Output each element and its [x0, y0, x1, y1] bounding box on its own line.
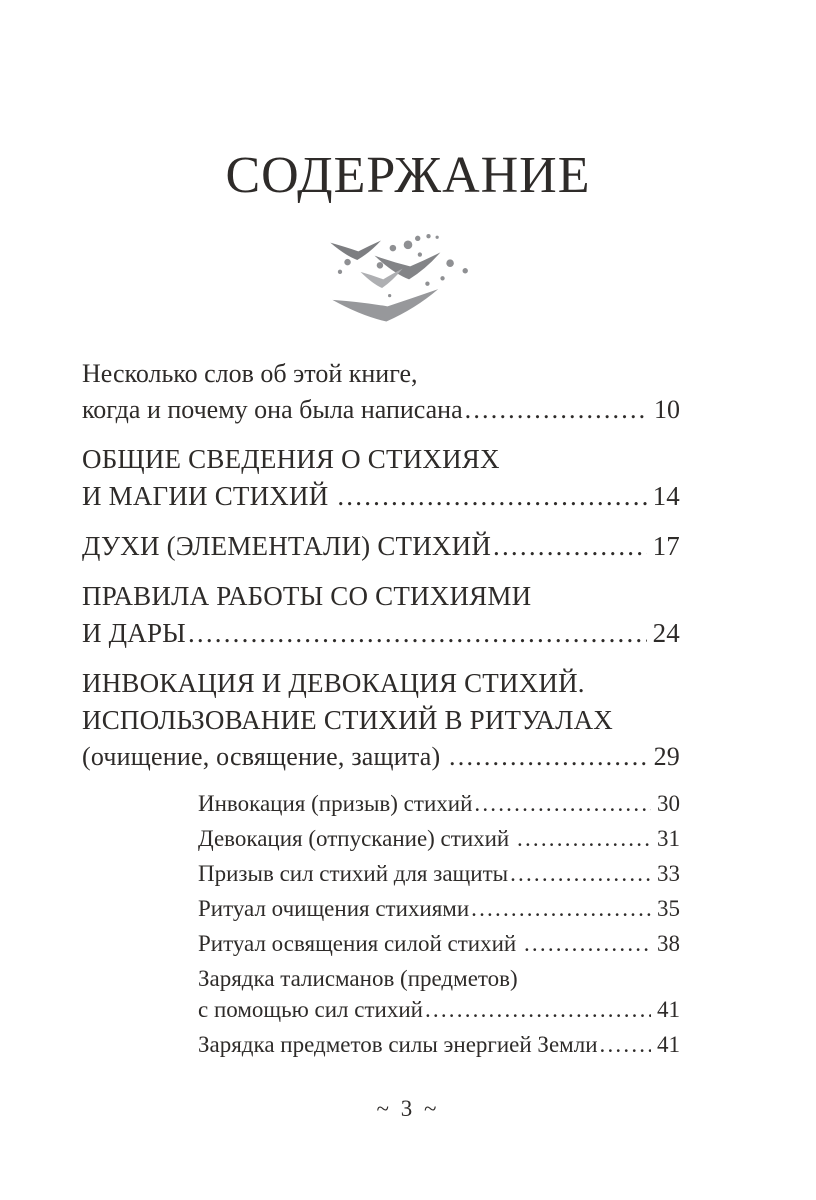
toc-page-number: 24: [652, 617, 680, 648]
dot-leader: [517, 823, 651, 854]
toc-entry-text: Девокация (отпускание) стихий: [198, 825, 515, 851]
dot-leader: [465, 392, 648, 428]
toc-entry: [82, 578, 680, 652]
dot-leader: [474, 788, 651, 819]
toc-page-number: 38: [657, 930, 680, 956]
toc-page-number: 35: [657, 895, 680, 921]
toc-entry-text: когда и почему она была написана: [82, 394, 463, 424]
toc-entry-line: Зарядка талисманов (предметов): [198, 965, 518, 991]
toc-page-number: 29: [653, 741, 680, 771]
toc-page-number: 41: [657, 1031, 680, 1057]
dot-leader: [425, 994, 651, 1025]
toc-entry-text: (очищение, освящение, защита): [82, 741, 448, 771]
toc-entry: [198, 858, 680, 889]
birds-ornament-graphic: [313, 230, 503, 332]
toc-entry: [198, 1029, 680, 1060]
toc-entry-last-line: [82, 478, 680, 515]
toc-entry-last-line: [82, 615, 680, 652]
dot-leader: [510, 858, 651, 889]
birds-ornament: [313, 230, 503, 332]
toc-entry-text: И ДАРЫ: [82, 617, 186, 648]
toc-entry-line: Несколько слов об этой книге,: [82, 358, 418, 388]
toc-entry-line: ИСПОЛЬЗОВАНИЕ СТИХИЙ В РИТУАЛАХ: [82, 704, 613, 735]
toc-entry: [198, 823, 680, 854]
dot-leader: [449, 739, 648, 775]
page-title: СОДЕРЖАНИЕ: [225, 147, 591, 204]
table-of-contents: [82, 356, 680, 1060]
toc-entry-last-line: [82, 392, 680, 428]
page-number-footer: ~ 3 ~: [376, 1096, 440, 1121]
dot-leader: [524, 928, 651, 959]
toc-entry: [82, 665, 680, 775]
toc-page-number: 10: [654, 394, 680, 424]
toc-entry-last-line: [198, 994, 680, 1025]
toc-page-number: 17: [652, 530, 680, 561]
dot-leader: [600, 1029, 651, 1060]
toc-entry-text: Призыв сил стихий для защиты: [198, 860, 509, 886]
toc-entry-line: ОБЩИЕ СВЕДЕНИЯ О СТИХИЯХ: [82, 443, 500, 474]
toc-entry-last-line: [82, 739, 680, 775]
dot-leader: [188, 615, 647, 652]
toc-entry-last-line: [82, 528, 680, 565]
toc-page-number: 41: [657, 996, 680, 1022]
toc-entry-text: Зарядка предметов силы энергией Земли: [198, 1031, 598, 1057]
toc-entry-last-line: [198, 928, 680, 959]
toc-page-number: 14: [652, 480, 680, 511]
toc-entry-line: ПРАВИЛА РАБОТЫ СО СТИХИЯМИ: [82, 580, 532, 611]
toc-page-number: 31: [657, 825, 680, 851]
toc-entry: [198, 928, 680, 959]
dot-leader: [337, 478, 646, 515]
dot-leader: [471, 893, 651, 924]
toc-entry-last-line: [198, 893, 680, 924]
toc-entry-last-line: [198, 1029, 680, 1060]
toc-entry-text: И МАГИИ СТИХИЙ: [82, 480, 336, 511]
toc-entry-text: Ритуал освящения силой стихий: [198, 930, 522, 956]
toc-entry: [82, 528, 680, 565]
toc-entry-last-line: [198, 823, 680, 854]
toc-entry-last-line: [198, 858, 680, 889]
toc-entry-text: Ритуал очищения стихиями: [198, 895, 470, 921]
toc-entry-last-line: [198, 788, 680, 819]
toc-entry-text: с помощью сил стихий: [198, 996, 423, 1022]
toc-page-number: 33: [657, 860, 680, 886]
toc-entry: [198, 893, 680, 924]
toc-entry: [198, 788, 680, 819]
toc-entry-text: Инвокация (призыв) стихий: [198, 790, 473, 816]
toc-entry-text: ДУХИ (ЭЛЕМЕНТАЛИ) СТИХИЙ: [82, 530, 492, 561]
toc-page-number: 30: [657, 790, 680, 816]
toc-entry: [82, 441, 680, 515]
dot-leader: [493, 528, 647, 565]
toc-entry-line: ИНВОКАЦИЯ И ДЕВОКАЦИЯ СТИХИЙ.: [82, 667, 585, 698]
toc-entry: [82, 356, 680, 428]
toc-entry: [198, 963, 680, 1025]
